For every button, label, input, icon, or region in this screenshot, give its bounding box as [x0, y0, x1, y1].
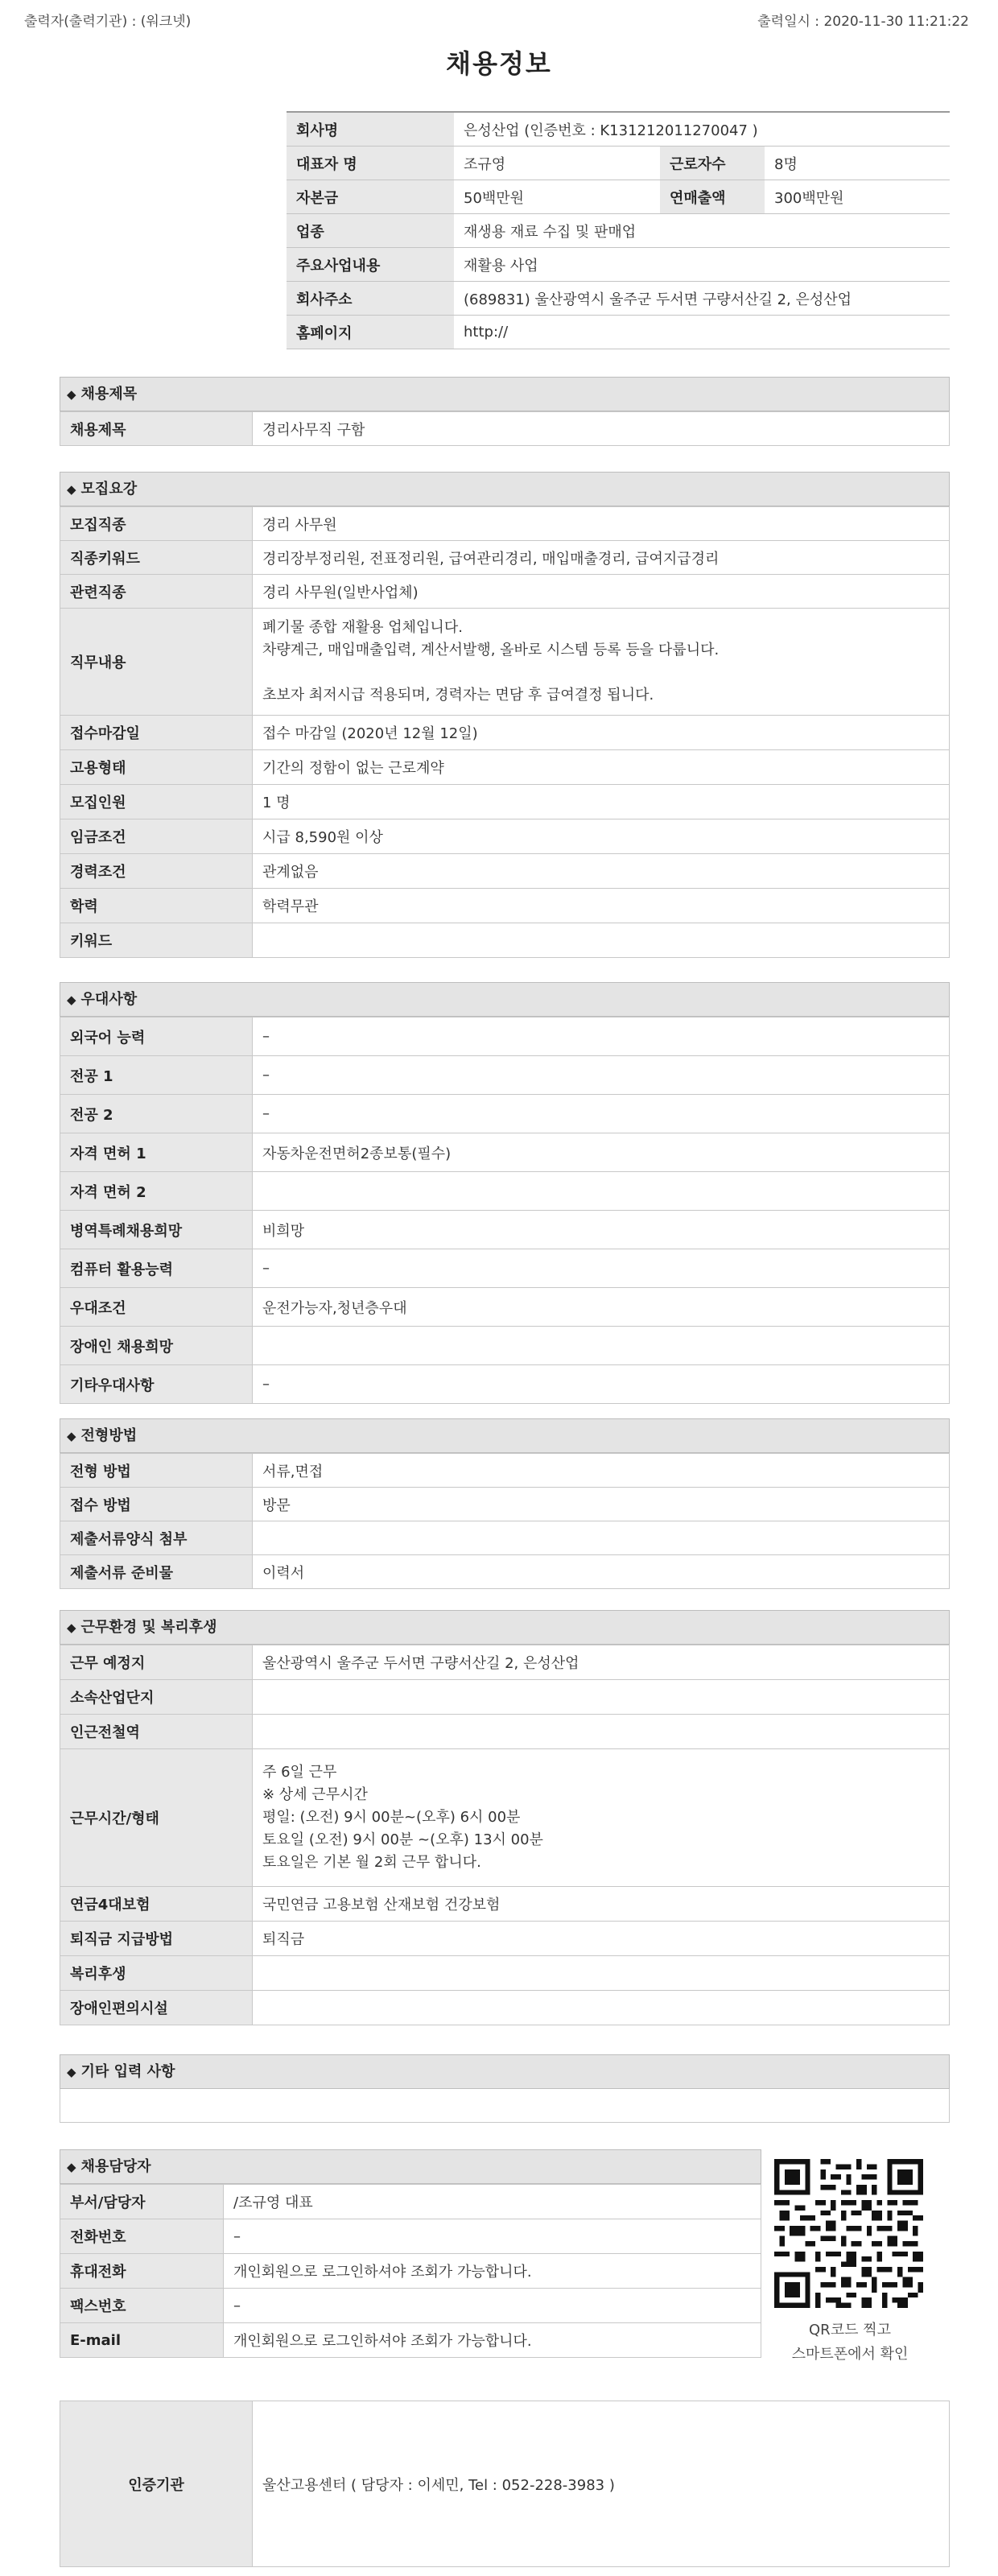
hours-line: ※ 상세 근무시간: [262, 1786, 368, 1803]
industry-value: 재생용 재료 수집 및 판매업: [454, 214, 950, 248]
diamond-icon: ◆: [67, 993, 76, 1007]
section-header: [60, 982, 950, 1017]
diamond-icon: ◆: [67, 2160, 76, 2174]
row-label: 직종키워드: [60, 541, 253, 575]
row-value: [253, 1680, 950, 1715]
certification-value: 울산고용센터 ( 담당자 : 이세민, Tel : 052-228-3983 ): [253, 2401, 950, 2567]
table-row: [60, 1887, 950, 1922]
row-value: [253, 1991, 950, 2025]
table-row: [60, 575, 950, 609]
preference-section: [60, 982, 950, 1404]
row-label: 소속산업단지: [60, 1680, 253, 1715]
row-value: –: [253, 1249, 950, 1288]
row-value: 방문: [253, 1488, 950, 1521]
row-label: 연금4대보험: [60, 1887, 253, 1922]
row-label: 인근전철역: [60, 1715, 253, 1749]
printer-info: 출력자(출력기관) : (워크넷): [24, 14, 192, 30]
hours-line: 토요일 (오전) 9시 00분 ~(오후) 13시 00분: [262, 1831, 543, 1848]
table-row: [60, 2219, 761, 2254]
table-row: [60, 819, 950, 854]
row-label: 모집직종: [60, 507, 253, 541]
row-value: –: [224, 2219, 761, 2254]
table-row: [60, 1555, 950, 1589]
ceo-value: 조규영: [454, 147, 660, 180]
table-row: [60, 1249, 950, 1288]
qr-caption-line: QR코드 찍고: [809, 2322, 891, 2339]
table-row: [60, 785, 950, 819]
row-label: 부서/담당자: [60, 2185, 224, 2219]
row-value: –: [253, 1018, 950, 1056]
table-row: [60, 716, 950, 750]
row-label: 채용제목: [60, 412, 253, 446]
section-header: [60, 1610, 950, 1645]
diamond-icon: ◆: [67, 2065, 76, 2079]
etc-content: [60, 2089, 950, 2123]
row-label: 외국어 능력: [60, 1018, 253, 1056]
certification-section: [60, 2401, 950, 2567]
qr-caption: [755, 2318, 945, 2367]
row-label: 장애인편의시설: [60, 1991, 253, 2025]
table-row: [60, 1680, 950, 1715]
row-value: 접수 마감일 (2020년 12월 12일): [253, 716, 950, 750]
row-label: 전형 방법: [60, 1454, 253, 1488]
row-label: 전공 1: [60, 1056, 253, 1095]
etc-section: [60, 2054, 950, 2123]
row-label: 전화번호: [60, 2219, 224, 2254]
section-header: [60, 1418, 950, 1453]
company-row-ceo: [287, 147, 950, 180]
workers-label: 근로자수: [660, 147, 765, 180]
row-label: 우대조건: [60, 1288, 253, 1327]
table-row: [60, 2254, 761, 2289]
row-value: [253, 1172, 950, 1211]
table-row: [60, 1715, 950, 1749]
row-value: 운전가능자,청년층우대: [253, 1288, 950, 1327]
row-label: 접수마감일: [60, 716, 253, 750]
table-row: [60, 750, 950, 785]
row-label: 임금조건: [60, 819, 253, 854]
section-title: 기타 입력 사항: [80, 2063, 175, 2080]
duty-content: [253, 609, 950, 716]
table-row: [60, 1749, 950, 1887]
row-value: –: [253, 1095, 950, 1133]
duty-label: 직무내용: [60, 609, 253, 716]
table-row: [60, 1454, 950, 1488]
table-row: [60, 1327, 950, 1365]
row-label: 접수 방법: [60, 1488, 253, 1521]
qr-caption-line: 스마트폰에서 확인: [791, 2346, 909, 2363]
attachment-value[interactable]: [253, 1521, 950, 1555]
row-label: 자격 면허 2: [60, 1172, 253, 1211]
row-value: 관계없음: [253, 854, 950, 889]
row-value: 이력서: [253, 1555, 950, 1589]
duty-line: [262, 662, 939, 684]
diamond-icon: ◆: [67, 1429, 76, 1443]
ceo-label: 대표자 명: [287, 147, 454, 180]
job-title-table: [60, 411, 950, 446]
row-label: 모집인원: [60, 785, 253, 819]
duty-line: 차량계근, 매입매출입력, 계산서발행, 올바로 시스템 등록 등을 다룹니다.: [262, 642, 720, 658]
row-value: 울산광역시 울주군 두서면 구량서산길 2, 은성산업: [253, 1645, 950, 1680]
row-value: 국민연금 고용보험 산재보험 건강보험: [253, 1887, 950, 1922]
duty-line: 초보자 최저시급 적용되며, 경력자는 면담 후 급여결정 됩니다.: [262, 687, 654, 704]
diamond-icon: ◆: [67, 1620, 76, 1635]
duty-line: 폐기물 종합 재활용 업체입니다.: [262, 619, 463, 636]
row-label: 키워드: [60, 923, 253, 958]
recruit-table: [60, 506, 950, 958]
row-label: 관련직종: [60, 575, 253, 609]
table-row: [60, 1922, 950, 1956]
hours-line: 주 6일 근무: [262, 1764, 337, 1781]
row-label: 제출서류양식 첨부: [60, 1521, 253, 1555]
company-name-label: 회사명: [287, 112, 454, 147]
section-header: [60, 2149, 761, 2184]
table-row: [60, 1056, 950, 1095]
address-label: 회사주소: [287, 282, 454, 316]
capital-value: 50백만원: [454, 180, 660, 214]
table-row: [60, 1521, 950, 1555]
screening-section: [60, 1418, 950, 1589]
table-row: [60, 1288, 950, 1327]
preference-table: [60, 1017, 950, 1404]
row-value: 개인회원으로 로그인하셔야 조회가 가능합니다.: [224, 2254, 761, 2289]
row-label: 장애인 채용희망: [60, 1327, 253, 1365]
table-row: [60, 2185, 761, 2219]
table-row: [60, 1956, 950, 1991]
contact-section: [60, 2149, 761, 2358]
contact-table: [60, 2184, 761, 2358]
page-title: 채용정보: [446, 48, 552, 79]
row-label: 학력: [60, 889, 253, 923]
print-date: 출력일시 : 2020-11-30 11:21:22: [757, 14, 969, 30]
table-row: [60, 1991, 950, 2025]
business-value: 재활용 사업: [454, 248, 950, 282]
row-label: 팩스번호: [60, 2289, 224, 2323]
row-label: 휴대전화: [60, 2254, 224, 2289]
hours-line: 평일: (오전) 9시 00분~(오후) 6시 00분: [262, 1809, 521, 1826]
row-value: [253, 1956, 950, 1991]
capital-label: 자본금: [287, 180, 454, 214]
table-row: [60, 1133, 950, 1172]
business-label: 주요사업내용: [287, 248, 454, 282]
section-title: 채용담당자: [80, 2158, 151, 2175]
row-label: 전공 2: [60, 1095, 253, 1133]
row-value: 경리장부정리원, 전표정리원, 급여관리경리, 매입매출경리, 급여지급경리: [253, 541, 950, 575]
section-header: [60, 377, 950, 411]
section-header: [60, 2054, 950, 2089]
environment-table: [60, 1645, 950, 2025]
screening-table: [60, 1453, 950, 1589]
row-label: 복리후생: [60, 1956, 253, 1991]
row-value: [253, 1715, 950, 1749]
table-row: [60, 1095, 950, 1133]
hours-label: 근무시간/형태: [60, 1749, 253, 1887]
company-row-homepage: [287, 316, 950, 349]
row-value: 서류,면접: [253, 1454, 950, 1488]
company-row-industry: [287, 214, 950, 248]
section-title: 전형방법: [80, 1427, 138, 1444]
section-title: 근무환경 및 복리후생: [80, 1619, 217, 1636]
table-row: [60, 609, 950, 716]
company-row-name: [287, 112, 950, 147]
table-row: [60, 2323, 761, 2358]
row-label: 고용형태: [60, 750, 253, 785]
homepage-label: 홈페이지: [287, 316, 454, 349]
top-bar: [0, 0, 998, 32]
company-row-address: [287, 282, 950, 316]
row-label: E-mail: [60, 2323, 224, 2358]
diamond-icon: ◆: [67, 482, 76, 497]
row-value: 시급 8,590원 이상: [253, 819, 950, 854]
table-row: [60, 2401, 950, 2567]
hours-line: 토요일은 기본 월 2회 근무 합니다.: [262, 1854, 481, 1871]
row-value: 경리 사무원(일반사업체): [253, 575, 950, 609]
address-value: (689831) 울산광역시 울주군 두서면 구량서산길 2, 은성산업: [454, 282, 950, 316]
company-row-capital: [287, 180, 950, 214]
table-row: [60, 1018, 950, 1056]
hours-content: [253, 1749, 950, 1887]
section-title: 모집요강: [80, 481, 138, 497]
environment-section: [60, 1610, 950, 2025]
row-value: 기간의 정함이 없는 근로계약: [253, 750, 950, 785]
table-row: [60, 889, 950, 923]
table-row: [60, 412, 950, 446]
homepage-link[interactable]: http://: [454, 316, 950, 349]
row-value: 개인회원으로 로그인하셔야 조회가 가능합니다.: [224, 2323, 761, 2358]
job-title-section: [60, 377, 950, 446]
row-value: /조규영 대표: [224, 2185, 761, 2219]
row-label: 경력조건: [60, 854, 253, 889]
company-info-table: [287, 111, 950, 349]
table-row: [60, 541, 950, 575]
diamond-icon: ◆: [67, 387, 76, 402]
section-title: 우대사항: [80, 991, 138, 1008]
sales-value: 300백만원: [765, 180, 950, 214]
certification-table: [60, 2401, 950, 2567]
section-header: [60, 472, 950, 506]
row-value: –: [253, 1056, 950, 1095]
row-value: [253, 923, 950, 958]
workers-value: 8명: [765, 147, 950, 180]
company-name-value: 은성산업 (인증번호 : K131212011270047 ): [454, 112, 950, 147]
row-value: 1 명: [253, 785, 950, 819]
row-label: 제출서류 준비물: [60, 1555, 253, 1589]
row-value: –: [224, 2289, 761, 2323]
table-row: [60, 2289, 761, 2323]
row-label: 자격 면허 1: [60, 1133, 253, 1172]
row-value: 경리 사무원: [253, 507, 950, 541]
row-label: 퇴직금 지급방법: [60, 1922, 253, 1956]
row-label: 컴퓨터 활용능력: [60, 1249, 253, 1288]
table-row: [60, 1211, 950, 1249]
row-label: 병역특례채용희망: [60, 1211, 253, 1249]
company-row-business: [287, 248, 950, 282]
table-row: [60, 1488, 950, 1521]
table-row: [60, 1172, 950, 1211]
row-value: 자동차운전면허2종보통(필수): [253, 1133, 950, 1172]
row-value: 비희망: [253, 1211, 950, 1249]
row-value: [253, 1327, 950, 1365]
qr-code[interactable]: [774, 2159, 923, 2308]
row-label: 근무 예정지: [60, 1645, 253, 1680]
industry-label: 업종: [287, 214, 454, 248]
sales-label: 연매출액: [660, 180, 765, 214]
certification-label: 인증기관: [60, 2401, 253, 2567]
row-value: 학력무관: [253, 889, 950, 923]
table-row: [60, 1645, 950, 1680]
row-value: –: [253, 1365, 950, 1404]
row-value: 퇴직금: [253, 1922, 950, 1956]
row-label: 기타우대사항: [60, 1365, 253, 1404]
table-row: [60, 923, 950, 958]
table-row: [60, 1365, 950, 1404]
table-row: [60, 854, 950, 889]
recruit-section: [60, 472, 950, 958]
table-row: [60, 507, 950, 541]
row-value: 경리사무직 구함: [253, 412, 950, 446]
section-title: 채용제목: [80, 386, 138, 402]
